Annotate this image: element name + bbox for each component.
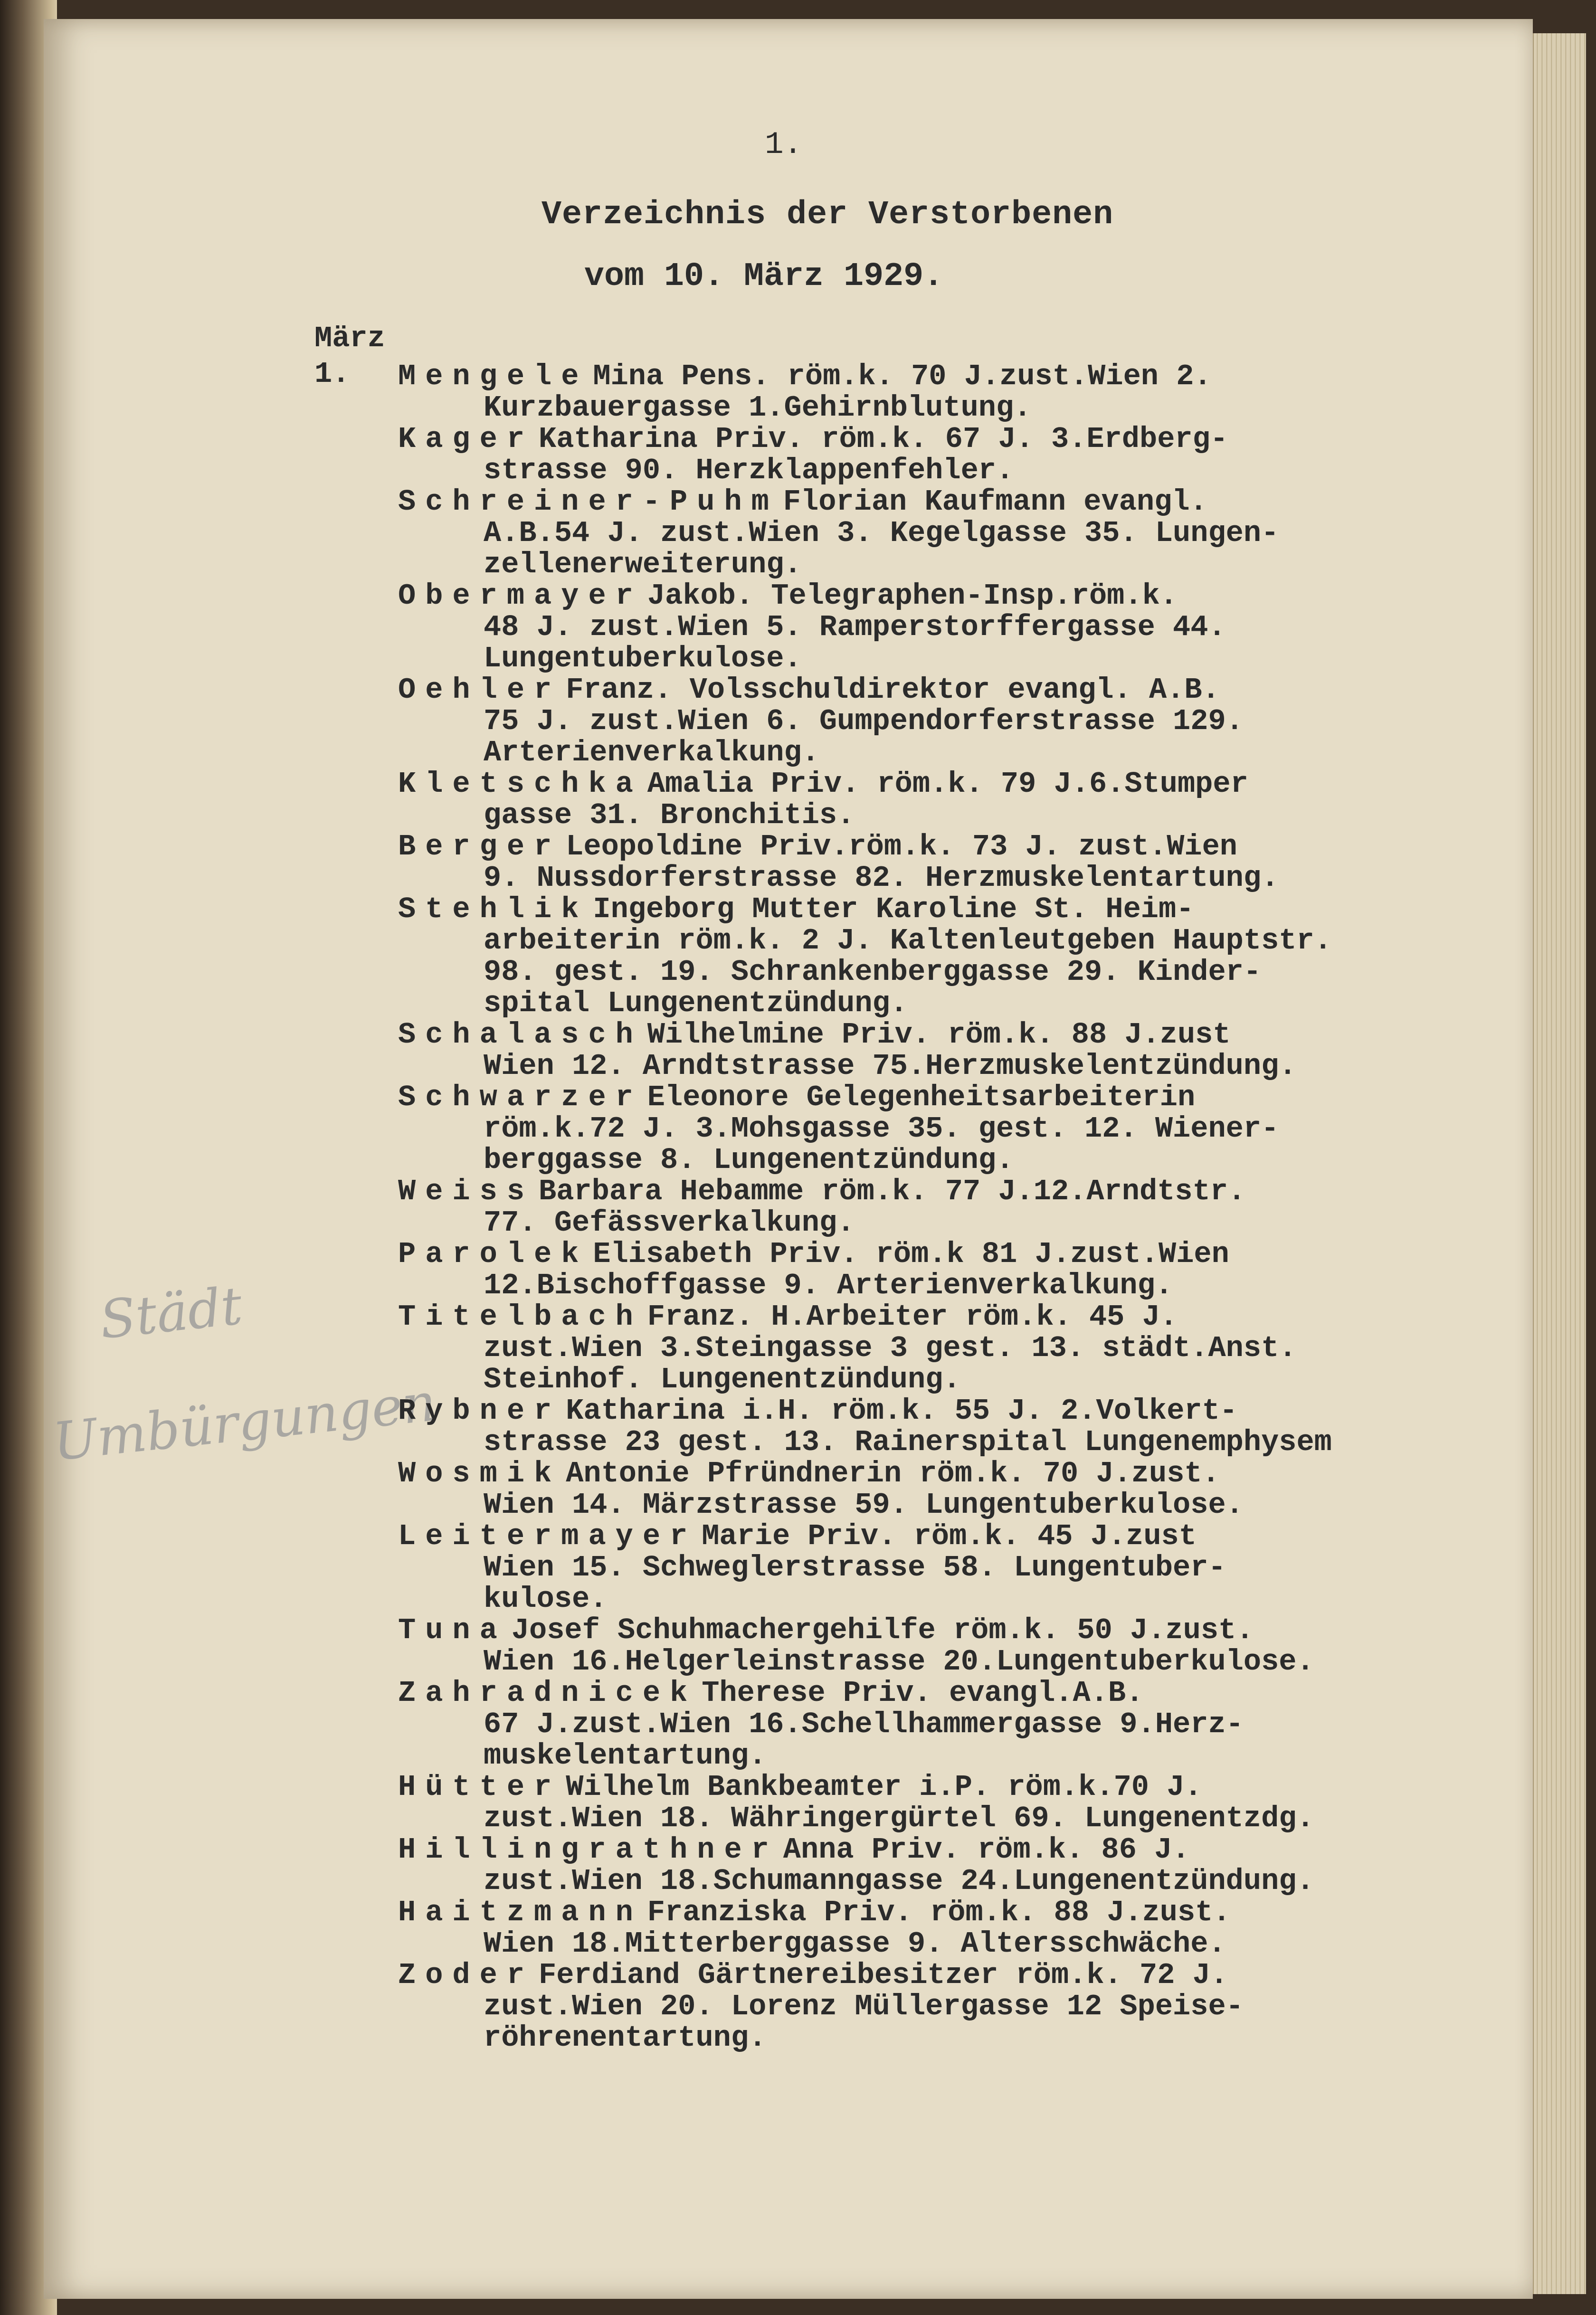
entry-details: Wilhelm Bankbeamter i.P. röm.k.70 J. [566, 1770, 1202, 1804]
entry-surname: Hütter [398, 1770, 561, 1804]
entry-surname: Titelbach [398, 1300, 643, 1334]
entry-surname: Zahradnicek [398, 1676, 697, 1710]
entry-continuation: muskelentartung. [484, 1739, 767, 1773]
entry-details: Katharina Priv. röm.k. 67 J. 3.Erdberg- [539, 422, 1228, 456]
entry-continuation: Arterienverkalkung. [484, 736, 819, 769]
entry-surname: Stehlik [398, 892, 589, 926]
entry-continuation: 77. Gefässverkalkung. [484, 1206, 855, 1240]
entry-continuation: Wien 15. Schweglerstrasse 58. Lungentuber- [484, 1551, 1226, 1584]
entry-details: Josef Schuhmachergehilfe röm.k. 50 J.zust. [511, 1613, 1254, 1647]
day-label: 1. [314, 357, 350, 391]
entry-details: Anna Priv. röm.k. 86 J. [783, 1833, 1190, 1867]
entry-surname: Parolek [398, 1237, 589, 1271]
entry-details: Antonie Pfründnerin röm.k. 70 J.zust. [566, 1457, 1220, 1490]
page-edges [1533, 33, 1586, 2294]
entry-continuation: röhrenentartung. [484, 2021, 767, 2055]
entry-continuation: Wien 12. Arndtstrasse 75.Herzmuskelentzündung. [484, 1049, 1297, 1083]
entry-details: Franziska Priv. röm.k. 88 J.zust. [647, 1896, 1231, 1929]
entry-details: Florian Kaufmann evangl. [783, 485, 1207, 519]
entry-continuation: Kurzbauergasse 1.Gehirnblutung. [484, 391, 1032, 425]
entry-continuation: zust.Wien 20. Lorenz Müllergasse 12 Speise- [484, 1990, 1244, 2023]
entry-details: Elisabeth Priv. röm.k 81 J.zust.Wien [593, 1237, 1229, 1271]
page-number: 1. [765, 127, 803, 162]
entry-continuation: spital Lungenentzündung. [484, 987, 908, 1020]
entry-continuation: zust.Wien 18. Währingergürtel 69. Lungenentzdg. [484, 1802, 1314, 1835]
entry-continuation: strasse 23 gest. 13. Rainerspital Lungenemphysem [484, 1425, 1332, 1459]
entry-surname: Leitermayer [398, 1519, 697, 1553]
entry-surname: Hillingrathner [398, 1833, 779, 1867]
entry-details: Barbara Hebamme röm.k. 77 J.12.Arndtstr. [539, 1175, 1246, 1208]
entry-continuation: 9. Nussdorferstrasse 82. Herzmuskelentartung. [484, 861, 1279, 895]
entry-details: Ferdiand Gärtnereibesitzer röm.k. 72 J. [539, 1958, 1228, 1992]
entry-continuation: zust.Wien 3.Steingasse 3 gest. 13. städt.Anst. [484, 1331, 1297, 1365]
entry-surname: Oehler [398, 673, 561, 707]
entry-surname: Haitzmann [398, 1896, 643, 1929]
entry-continuation: arbeiterin röm.k. 2 J. Kaltenleutgeben Hauptstr. [484, 924, 1332, 958]
entry-continuation: Wien 16.Helgerleinstrasse 20.Lungentuberkulose. [484, 1645, 1314, 1679]
entry-details: Ingeborg Mutter Karoline St. Heim- [593, 892, 1194, 926]
entry-details: Eleonore Gelegenheitsarbeiterin [647, 1081, 1196, 1114]
entry-surname: Schreiner-Puhm [398, 485, 779, 519]
entry-surname: Berger [398, 830, 561, 863]
entry-continuation: 75 J. zust.Wien 6. Gumpendorferstrasse 129. [484, 704, 1244, 738]
entry-details: Leopoldine Priv.röm.k. 73 J. zust.Wien [566, 830, 1238, 863]
entry-surname: Schalasch [398, 1018, 643, 1052]
entry-details: Jakob. Telegraphen-Insp.röm.k. [647, 579, 1178, 613]
entry-continuation: zust.Wien 18.Schumanngasse 24.Lungenentzündung. [484, 1864, 1314, 1898]
entry-continuation: zellenerweiterung. [484, 548, 802, 581]
entry-details: Marie Priv. röm.k. 45 J.zust [702, 1519, 1197, 1553]
entry-surname: Zoder [398, 1958, 534, 1992]
entry-continuation: 67 J.zust.Wien 16.Schellhammergasse 9.Herz- [484, 1708, 1244, 1741]
entry-surname: Tuna [398, 1613, 507, 1647]
entry-continuation: gasse 31. Bronchitis. [484, 798, 855, 832]
entry-details: Franz. Volsschuldirektor evangl. A.B. [566, 673, 1220, 707]
entry-continuation: A.B.54 J. zust.Wien 3. Kegelgasse 35. Lungen- [484, 516, 1279, 550]
entry-details: Wilhelmine Priv. röm.k. 88 J.zust [647, 1018, 1231, 1052]
entry-details: Franz. H.Arbeiter röm.k. 45 J. [647, 1300, 1178, 1334]
entry-surname: Weiss [398, 1175, 534, 1208]
handwritten-annotation-line1: Städt [97, 1275, 245, 1351]
entry-details: Mina Pens. röm.k. 70 J.zust.Wien 2. [593, 360, 1212, 393]
month-label: März [314, 322, 385, 355]
entry-surname: Mengele [398, 360, 589, 393]
entry-continuation: Lungentuberkulose. [484, 642, 802, 675]
page-title: Verzeichnis der Verstorbenen [542, 196, 1114, 234]
entry-surname: Schwarzer [398, 1081, 643, 1114]
entry-details: Amalia Priv. röm.k. 79 J.6.Stumper [647, 767, 1248, 801]
entry-continuation: berggasse 8. Lungenentzündung. [484, 1143, 1014, 1177]
entry-continuation: strasse 90. Herzklappenfehler. [484, 454, 1014, 487]
entry-surname: Rybner [398, 1394, 561, 1428]
entry-surname: Kager [398, 422, 534, 456]
entry-continuation: Wien 18.Mitterberggasse 9. Altersschwäche. [484, 1927, 1226, 1961]
entry-details: Therese Priv. evangl.A.B. [702, 1676, 1144, 1710]
entry-details: Katharina i.H. röm.k. 55 J. 2.Volkert- [566, 1394, 1238, 1428]
page-subtitle: vom 10. März 1929. [584, 258, 944, 295]
entry-continuation: röm.k.72 J. 3.Mohsgasse 35. gest. 12. Wiener- [484, 1112, 1279, 1146]
entry-surname: Wosmik [398, 1457, 561, 1490]
entry-continuation: kulose. [484, 1582, 608, 1616]
entry-surname: Obermayer [398, 579, 643, 613]
entry-continuation: 48 J. zust.Wien 5. Ramperstorffergasse 44. [484, 610, 1226, 644]
entry-surname: Kletschka [398, 767, 643, 801]
entry-continuation: Steinhof. Lungenentzündung. [484, 1363, 961, 1396]
entry-continuation: 12.Bischoffgasse 9. Arterienverkalkung. [484, 1269, 1173, 1302]
entry-continuation: Wien 14. Märzstrasse 59. Lungentuberkulose. [484, 1488, 1244, 1522]
handwritten-annotation-line2: Umbürgungen [50, 1372, 439, 1472]
entry-continuation: 98. gest. 19. Schrankenberggasse 29. Kinder- [484, 955, 1262, 989]
